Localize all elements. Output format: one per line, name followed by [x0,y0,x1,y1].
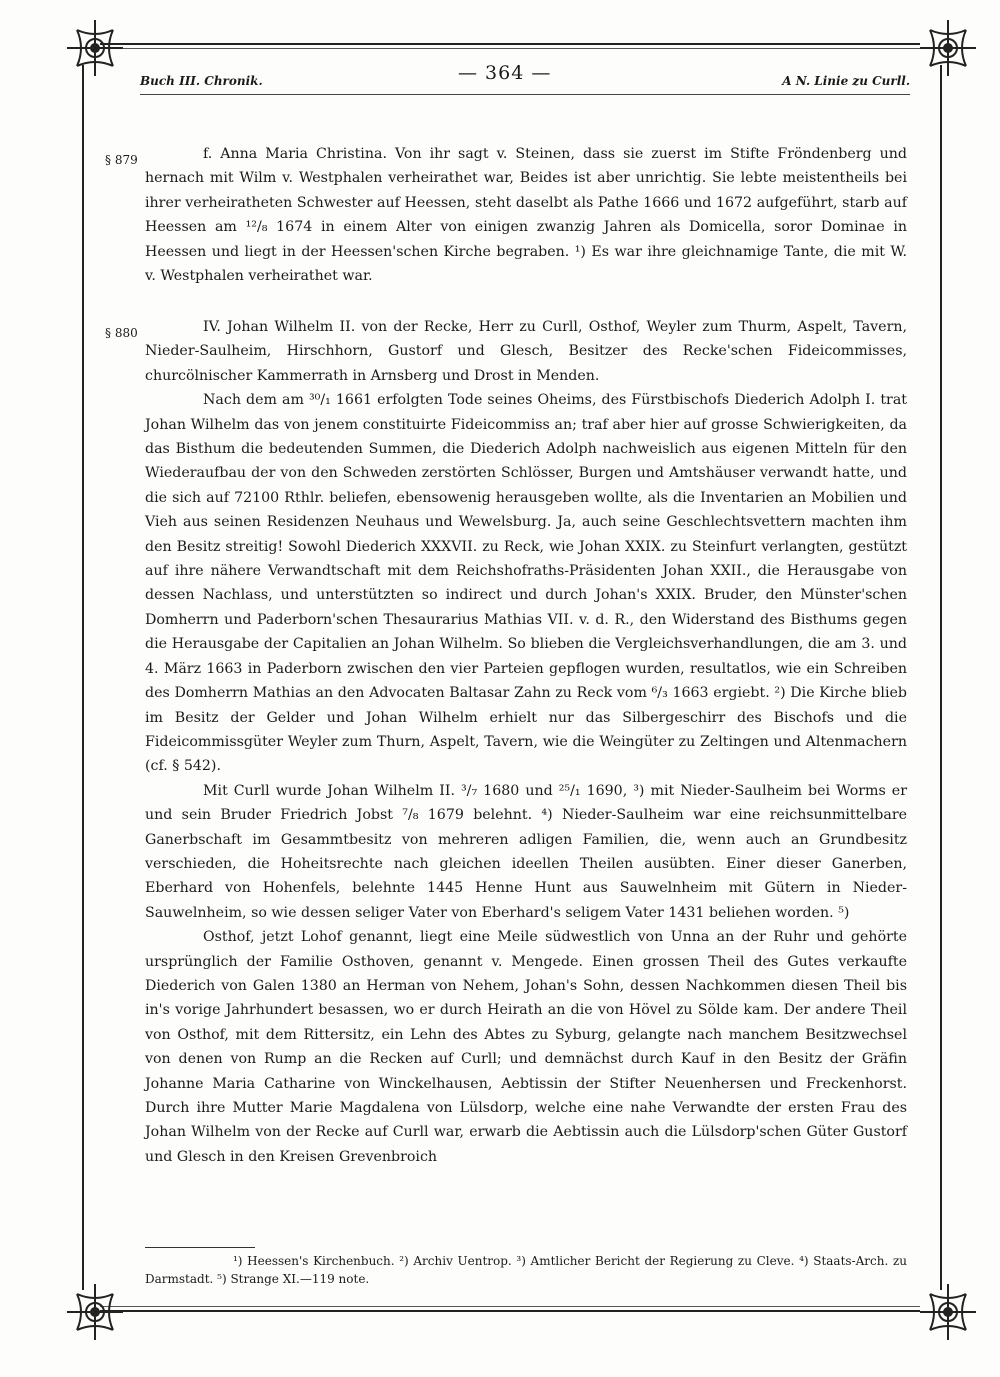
corner-ornament-icon [918,1282,978,1342]
section-marker-880: § 880 [105,326,138,340]
footnotes [145,1252,907,1288]
header-rule [140,94,910,95]
section-879-text [145,142,907,288]
paragraph: f. Anna Maria Christina. Von ihr sagt v. Steinen, dass sie zuerst im Stifte Fröndenberg und hernach mit Wilm v. Westphalen verheirathet war, Beides ist aber unrichtig. Sie lebte meistentheils bei ihrer verheiratheten Schwester auf Heessen, steht daselbt als Pathe 1666 und 1672 aufgeführt, starb auf Heessen am ¹²/₈ 1674 in einem Alter von einigen zwanzig Jahren als Domicella, soror Dominae in Heessen und liegt in der Heessen'schen Kirche begraben. ¹) Es war ihre gleichnamige Tante, die mit W. v. Westphalen verheirathet war. [145,146,907,285]
paragraph: Nach dem am ³⁰/₁ 1661 erfolgten Tode seines Oheims, des Fürstbischofs Diederich Adolph I. trat Johan Wilhelm das von jenem constituirte Fideicommiss an; traf aber hier auf grosse Schwierigkeiten, da das Bisthum die bedeutenden Summen, die Diederich Adolph nachweislich aus eigenen Mitteln für den Wiederaufbau der von den Schweden zerstörten Schlösser, Burgen und Amtshäuser verwandt hatte, und die sich auf 72100 Rthlr. beliefen, ebensowenig herausgeben wollte, als die Inventarien an Mobilien und Vieh aus seinen Residenzen Neuhaus und Wewelsburg. Ja, auch seine Geschlechtsvettern machten ihm den Besitz streitig! Sowohl Diederich XXXVII. zu Reck, wie Johan XXIX. zu Steinfurt verlangten, gestützt auf ihre nähere Verwandtschaft mit dem Reichshofraths-Präsidenten Johan XXII., die Herausgabe von dessen Nachlass, und unterstützten so indirect und durch Johan's XXIX. Bruder, den Münster'schen Domherrn und Paderborn'schen Thesaurarius Mathias VII. v. d. R., den Widerstand des Bisthums gegen die Herausgabe der Capitalien an Johan Wilhelm. So blieben die Vergleichsverhandlungen, die am 3. und 4. März 1663 in Paderborn zwischen den vier Parteien gepflogen wurden, resultatlos, wie ein Schreiben des Domherrn Mathias an den Advocaten Baltasar Zahn zu Reck vom ⁶/₃ 1663 ergiebt. ²) Die Kirche blieb im Besitz der Gelder und Johan Wilhelm erhielt nur das Silbergeschirr des Bischofs und die Fideicommissgüter Weyler zum Thurn, Aspelt, Tavern, wie die Weingüter zu Zeltingen und Altenmachern (cf. § 542). [145,392,907,775]
frame-top-inner-border [100,48,920,49]
frame-left-border [82,65,84,1290]
header-lineage: A N. Linie zu Curll. [782,74,910,88]
section-880-text [145,315,907,1169]
footnote-rule [145,1247,255,1248]
paragraph: IV. Johan Wilhelm II. von der Recke, Herr zu Curll, Osthof, Weyler zum Thurm, Aspelt, Tavern, Nieder-Saulheim, Hirschhorn, Gustorf und Glesch, Besitzer des Recke'schen Fideicommisses, churcölnischer Kammerrath in Arnsberg und Drost in Menden. [145,319,907,384]
frame-top-border [100,43,920,45]
header-book-title: Buch III. Chronik. [140,74,263,88]
frame-right-border [940,65,942,1290]
paragraph: Osthof, jetzt Lohof genannt, liegt eine Meile südwestlich von Unna an der Ruhr und gehörte ursprünglich der Familie Osthoven, genannt v. Mengede. Einen grossen Theil des Gutes verkaufte Diederich von Galen 1380 an Herman von Nehem, Johan's Sohn, dessen Nachkommen diesen Theil bis in's vorige Jahrhundert besassen, wo er durch Heirath an die von Hövel zu Sölde kam. Der andere Theil von Osthof, mit dem Rittersitz, ein Lehn des Abtes zu Syburg, gelangte nach manchem Besitzwechsel von denen von Rump an die Recken auf Curll; und demnächst durch Kauf in den Besitz der Gräfin Johanne Maria Catharine von Winckelhausen, Aebtissin der Stifter Neuenhersen und Freckenhorst. Durch ihre Mutter Marie Magdalena von Lülsdorp, welche eine nahe Verwandte der ersten Frau des Johan Wilhelm von der Recke auf Curll war, erwarb die Aebtissin auch die Lülsdorp'schen Güter Gustorf und Glesch in den Kreisen Grevenbroich [145,929,907,1165]
frame-bottom-border [100,1310,920,1312]
page-number: — 364 — [458,62,552,84]
section-marker-879: § 879 [105,153,138,167]
paragraph: Mit Curll wurde Johan Wilhelm II. ³/₇ 1680 und ²⁵/₁ 1690, ³) mit Nieder-Saulheim bei Worms er und sein Bruder Friedrich Jobst ⁷/₈ 1679 belehnt. ⁴) Nieder-Saulheim war eine reichsunmittelbare Ganerbschaft im Gesammtbesitz von mehreren adligen Familien, die, wenn auch an Grundbesitz verschieden, die Hoheitsrechte nach gleichen ideellen Theilen ausübten. Einer dieser Ganerben, Eberhard von Hohenfels, belehnte 1445 Henne Hunt aus Sauwelnheim mit Gütern in Nieder-Sauwelnheim, so wie dessen seliger Vater von Eberhard's seligem Vater 1431 beliehen worden. ⁵) [145,782,907,921]
frame-bottom-inner-border [100,1306,920,1307]
footnote-text: ¹) Heessen's Kirchenbuch. ²) Archiv Uentrop. ³) Amtlicher Bericht der Regierung zu Cleve. ⁴) Staats-Arch. zu Darmstadt. ⁵) Strange XI.—119 note. [145,1254,907,1286]
corner-ornament-icon [918,18,978,78]
corner-ornament-icon [65,1282,125,1342]
corner-ornament-icon [65,18,125,78]
running-header [140,62,910,92]
